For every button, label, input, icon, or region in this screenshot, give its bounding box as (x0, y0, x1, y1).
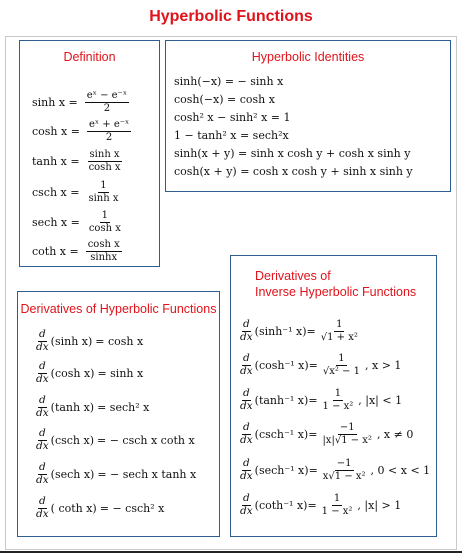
definition-row (32, 90, 132, 114)
identity-row: cosh(x + y) = cosh x cosh y + sinh x sinh y (174, 165, 413, 178)
definition-lhs: csch x = (32, 185, 80, 199)
identity-row: sinh(x + y) = sinh x cosh y + cosh x sinh y (174, 147, 411, 160)
inverse-fraction (321, 389, 356, 412)
definition-numerator: 1 (101, 209, 109, 221)
definition-numerator: cosh x (87, 238, 120, 250)
inverse-denominator: √1 + x² (320, 331, 358, 343)
inverse-argument: (tanh⁻¹ x) (254, 393, 309, 407)
definition-fraction (87, 211, 123, 234)
d-dx-operator (240, 493, 253, 517)
derivative-argument: (sech x) (50, 467, 95, 481)
d-numerator: d (38, 427, 46, 439)
derivative-row (36, 395, 149, 419)
inverse-denominator: |x|√1 − x² (322, 434, 372, 446)
inverse-denominator: 1 − x² (322, 400, 354, 412)
d-numerator: d (242, 318, 250, 330)
definition-title: Definition (63, 50, 116, 64)
inverse-fraction (320, 494, 355, 517)
d-dx-operator (36, 428, 49, 452)
derivative-argument: ( coth x) (50, 501, 97, 515)
definition-lhs: coth x = (32, 244, 79, 258)
d-denominator: dx (36, 341, 49, 353)
derivative-row (36, 329, 143, 353)
definition-fraction (86, 181, 120, 204)
d-denominator: dx (240, 470, 253, 482)
d-numerator: d (242, 421, 250, 433)
definition-row (32, 239, 125, 263)
d-dx-operator (240, 353, 253, 377)
derivative-result: = cosh x (95, 334, 144, 348)
definition-lhs: sinh x = (32, 95, 78, 109)
inverse-numerator: 1 (334, 387, 342, 399)
inverse-fraction (321, 354, 362, 377)
definition-fraction (87, 150, 123, 173)
inverse-condition: , |x| < 1 (358, 393, 403, 407)
definition-row (32, 180, 124, 204)
equals-sign: = (308, 463, 318, 477)
d-numerator: d (38, 394, 46, 406)
inverse-argument: (sinh⁻¹ x) (254, 324, 307, 338)
inverse-numerator: 1 (338, 352, 345, 364)
derivative-result: = sech² x (97, 400, 150, 414)
derivative-row (36, 361, 143, 385)
definition-numerator: eˣ + e⁻ˣ (88, 118, 130, 130)
identity-row: cosh(−x) = cosh x (174, 93, 275, 106)
d-dx-operator (36, 496, 49, 520)
d-numerator: d (38, 328, 46, 340)
d-dx-operator (240, 422, 253, 446)
definition-numerator: eˣ − e⁻ˣ (86, 89, 128, 101)
d-denominator: dx (240, 434, 253, 446)
inverse-title-line2: Inverse Hyperbolic Functions (255, 285, 417, 299)
d-numerator: d (242, 352, 250, 364)
d-numerator: d (38, 360, 46, 372)
inverse-row (240, 386, 402, 414)
equals-sign: = (308, 393, 318, 407)
page-title: Hyperbolic Functions (149, 8, 313, 25)
identities-title: Hyperbolic Identities (251, 50, 365, 64)
inverse-condition: , x > 1 (365, 358, 402, 372)
d-denominator: dx (240, 400, 253, 412)
d-denominator: dx (36, 373, 49, 385)
definition-numerator: 1 (100, 179, 107, 191)
definition-denominator: sinhx (90, 251, 118, 263)
d-dx-operator (240, 458, 253, 482)
derivative-result: = sinh x (97, 366, 144, 380)
definition-lhs: cosh x = (32, 124, 80, 138)
definition-fraction (86, 240, 122, 263)
d-dx-operator (240, 388, 253, 412)
inverse-numerator: 1 (336, 318, 343, 330)
equals-sign: = (307, 498, 317, 512)
d-numerator: d (242, 457, 250, 469)
inverse-denominator: x√1 − x² (322, 470, 366, 482)
d-dx-operator (36, 395, 49, 419)
derivative-argument: (tanh x) (50, 400, 95, 414)
inverse-fraction (321, 459, 368, 482)
equals-sign: = (308, 358, 318, 372)
inverse-condition: , x ≠ 0 (376, 427, 414, 441)
derivative-row (36, 428, 195, 452)
inverse-argument: (coth⁻¹ x) (254, 498, 308, 512)
inverse-row (240, 351, 401, 379)
definition-row (32, 149, 126, 173)
identity-row: sinh(−x) = − sinh x (174, 75, 284, 88)
derivatives-title: Derivatives of Hyperbolic Functions (20, 302, 217, 316)
inverse-row (240, 456, 430, 484)
derivative-row (36, 496, 164, 520)
inverse-denominator: √x² − 1 (322, 365, 361, 377)
definition-lhs: tanh x = (32, 154, 80, 168)
identity-row: 1 − tanh² x = sech²x (174, 129, 289, 142)
derivative-row (36, 462, 196, 486)
d-numerator: d (242, 492, 250, 504)
inverse-title-line1: Derivatives of (255, 269, 331, 283)
inverse-argument: (cosh⁻¹ x) (254, 358, 309, 372)
d-denominator: dx (36, 508, 49, 520)
inverse-numerator: −1 (339, 421, 355, 433)
inverse-condition: , 0 < x < 1 (370, 463, 431, 477)
inverse-row (240, 491, 401, 519)
inverse-numerator: −1 (336, 457, 352, 469)
inverse-numerator: 1 (333, 492, 341, 504)
inverse-fraction (319, 320, 360, 343)
d-dx-operator (36, 361, 49, 385)
inverse-argument: (csch⁻¹ x) (254, 427, 309, 441)
d-denominator: dx (240, 331, 253, 343)
definition-denominator: cosh x (88, 222, 121, 234)
definition-numerator: sinh x (89, 148, 120, 160)
definition-denominator: 2 (105, 131, 113, 143)
inverse-row (240, 317, 363, 345)
d-denominator: dx (240, 365, 253, 377)
d-dx-operator (240, 319, 253, 343)
definition-denominator: 2 (103, 102, 111, 114)
derivative-argument: (csch x) (50, 433, 94, 447)
equals-sign: = (308, 427, 318, 441)
d-numerator: d (38, 495, 46, 507)
inverse-argument: (sech⁻¹ x) (254, 463, 309, 477)
bottom-rule (0, 551, 462, 553)
definition-denominator: cosh x (88, 161, 121, 173)
d-numerator: d (38, 461, 46, 473)
identity-row: cosh² x − sinh² x = 1 (174, 111, 291, 124)
equals-sign: = (306, 324, 316, 338)
definition-row (32, 119, 134, 143)
definition-fraction (87, 120, 131, 143)
derivative-argument: (sinh x) (50, 334, 93, 348)
d-numerator: d (242, 387, 250, 399)
derivative-result: = − csch x coth x (97, 433, 195, 447)
d-denominator: dx (36, 440, 49, 452)
derivative-result: = − sech x tanh x (97, 467, 197, 481)
definition-lhs: sech x = (32, 215, 80, 229)
inverse-fraction (320, 423, 374, 446)
d-denominator: dx (36, 474, 49, 486)
definition-row (32, 210, 126, 234)
d-dx-operator (36, 462, 49, 486)
inverse-row (240, 420, 413, 448)
d-denominator: dx (36, 407, 49, 419)
d-dx-operator (36, 329, 49, 353)
d-denominator: dx (240, 505, 253, 517)
derivative-argument: (cosh x) (50, 366, 95, 380)
derivative-result: = − csch² x (99, 501, 165, 515)
inverse-condition: , |x| > 1 (357, 498, 402, 512)
definition-fraction (85, 91, 129, 114)
definition-denominator: sinh x (88, 192, 119, 204)
inverse-denominator: 1 − x² (321, 505, 353, 517)
